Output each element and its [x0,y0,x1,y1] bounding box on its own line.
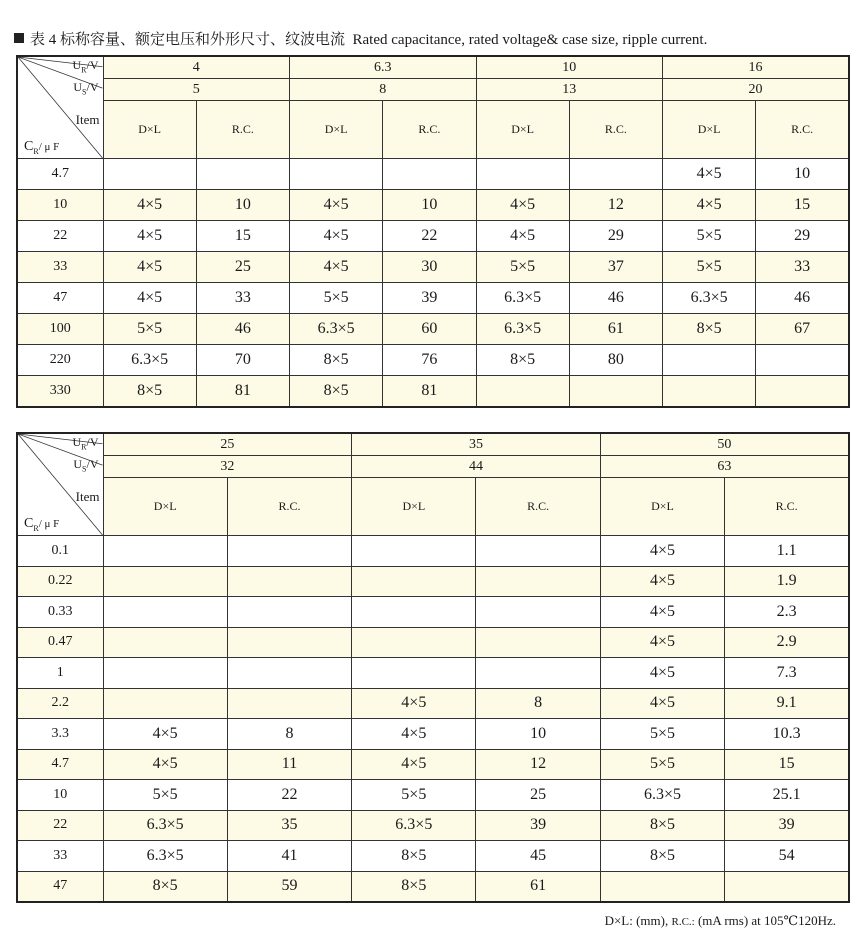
surge-voltage-row [17,456,849,478]
case-size-cell: 6.3×5 [103,810,227,841]
col-rc: R.C. [756,101,849,159]
case-size-cell: 5×5 [352,780,476,811]
case-size-cell: 8×5 [290,345,383,376]
ripple-current-cell: 15 [196,221,289,252]
ripple-current-cell: 2.3 [725,597,849,628]
ripple-current-cell: 59 [227,871,351,902]
case-size-cell: 4×5 [103,190,196,221]
case-size-cell [352,566,476,597]
case-size-cell: 4×5 [352,688,476,719]
ripple-current-cell: 9.1 [725,688,849,719]
table-row [17,597,849,628]
case-size-cell [103,688,227,719]
us-value: 13 [476,79,663,101]
capacitance-cell: 220 [17,345,103,376]
item-header-row [17,101,849,159]
ripple-current-cell: 11 [227,749,351,780]
ripple-current-cell [569,376,662,408]
ripple-current-cell: 67 [756,314,849,345]
ripple-current-cell: 1.9 [725,566,849,597]
ripple-current-cell: 10 [756,159,849,190]
col-rc: R.C. [227,478,351,536]
col-dl: D×L [600,478,724,536]
case-size-cell: 6.3×5 [103,841,227,872]
ripple-current-cell: 46 [756,283,849,314]
ripple-current-cell: 22 [383,221,476,252]
ripple-current-cell: 29 [569,221,662,252]
case-size-cell: 4×5 [290,190,383,221]
ripple-current-cell: 15 [756,190,849,221]
case-size-cell [352,597,476,628]
table-title [14,30,707,50]
ripple-current-cell: 46 [569,283,662,314]
case-size-cell [103,566,227,597]
item-label: Item [75,112,100,127]
table-row [17,536,849,567]
capacitance-cell: 47 [17,871,103,902]
case-size-cell [352,658,476,689]
footnote-dl: D×L: (mm), [604,913,669,928]
case-size-cell [103,658,227,689]
cr-label: $C_R/$ μ F [24,139,60,156]
col-dl: D×L [103,101,196,159]
case-size-cell: 8×5 [352,871,476,902]
table-row [17,658,849,689]
case-size-cell: 6.3×5 [352,810,476,841]
ripple-current-cell: 33 [756,252,849,283]
ripple-current-cell: 10.3 [725,719,849,750]
case-size-cell: 5×5 [103,314,196,345]
cr-label: $C_R/$ μ F [24,516,60,533]
ripple-current-cell [476,597,600,628]
case-size-cell [476,376,569,408]
us-label: $U_S/V$ [73,457,99,474]
table-row [17,871,849,902]
capacitance-cell: 2.2 [17,688,103,719]
ripple-current-cell: 33 [196,283,289,314]
ur-value: 35 [352,433,601,456]
us-label: $U_S/V$ [73,80,99,97]
ripple-current-cell: 29 [756,221,849,252]
item-header-row [17,478,849,536]
us-value: 8 [290,79,477,101]
table-row [17,566,849,597]
case-size-cell: 5×5 [600,719,724,750]
us-value: 63 [600,456,849,478]
case-size-cell: 4×5 [663,159,756,190]
ripple-current-cell [227,658,351,689]
capacitance-cell: 10 [17,190,103,221]
rating-table-2 [16,432,850,903]
case-size-cell: 8×5 [663,314,756,345]
ripple-current-cell: 8 [476,688,600,719]
table-row [17,221,849,252]
case-size-cell: 4×5 [600,627,724,658]
case-size-cell: 8×5 [476,345,569,376]
capacitance-cell: 330 [17,376,103,408]
ripple-current-cell [227,627,351,658]
case-size-cell: 8×5 [103,871,227,902]
col-dl: D×L [476,101,569,159]
capacitance-cell: 4.7 [17,159,103,190]
ripple-current-cell [196,159,289,190]
units-footnote [605,913,836,929]
rated-voltage-row [17,433,849,456]
ripple-current-cell: 39 [383,283,476,314]
us-value: 44 [352,456,601,478]
ripple-current-cell: 39 [476,810,600,841]
table-row [17,376,849,408]
col-dl: D×L [103,478,227,536]
table-row [17,283,849,314]
ripple-current-cell: 12 [476,749,600,780]
footnote-rc: R.C.: [671,916,695,928]
ripple-current-cell: 8 [227,719,351,750]
rated-voltage-row [17,56,849,79]
rating-table-1 [16,55,850,408]
case-size-cell: 4×5 [103,221,196,252]
capacitance-cell: 0.47 [17,627,103,658]
ripple-current-cell: 1.1 [725,536,849,567]
case-size-cell [290,159,383,190]
case-size-cell: 4×5 [290,221,383,252]
case-size-cell: 8×5 [103,376,196,408]
case-size-cell: 4×5 [600,536,724,567]
capacitance-cell: 0.1 [17,536,103,567]
ur-value: 10 [476,56,663,79]
col-dl: D×L [663,101,756,159]
table-row [17,314,849,345]
ripple-current-cell: 15 [725,749,849,780]
case-size-cell: 8×5 [352,841,476,872]
ripple-current-cell [725,871,849,902]
case-size-cell: 6.3×5 [290,314,383,345]
table-row [17,159,849,190]
ripple-current-cell: 2.9 [725,627,849,658]
ripple-current-cell [227,536,351,567]
ripple-current-cell: 81 [196,376,289,408]
case-size-cell: 6.3×5 [600,780,724,811]
ripple-current-cell: 45 [476,841,600,872]
case-size-cell: 8×5 [600,841,724,872]
case-size-cell: 5×5 [663,221,756,252]
case-size-cell: 4×5 [600,566,724,597]
capacitance-cell: 0.33 [17,597,103,628]
ripple-current-cell: 54 [725,841,849,872]
ripple-current-cell [756,345,849,376]
ripple-current-cell: 81 [383,376,476,408]
col-rc: R.C. [725,478,849,536]
case-size-cell [663,345,756,376]
case-size-cell: 4×5 [600,597,724,628]
case-size-cell [103,597,227,628]
ur-label: $U_R/V$ [72,58,99,75]
col-rc: R.C. [476,478,600,536]
ripple-current-cell [476,627,600,658]
table-row [17,841,849,872]
ripple-current-cell: 25 [196,252,289,283]
table-row [17,810,849,841]
case-size-cell: 4×5 [103,283,196,314]
case-size-cell: 4×5 [600,688,724,719]
case-size-cell [103,536,227,567]
ur-value: 4 [103,56,290,79]
case-size-cell: 4×5 [103,749,227,780]
title-chinese: 表 4 标称容量、额定电压和外形尺寸、纹波电流 [30,32,346,48]
ripple-current-cell: 80 [569,345,662,376]
ripple-current-cell: 10 [383,190,476,221]
capacitance-cell: 0.22 [17,566,103,597]
surge-voltage-row [17,79,849,101]
ur-value: 16 [663,56,850,79]
table-row [17,780,849,811]
case-size-cell: 5×5 [663,252,756,283]
ripple-current-cell [756,376,849,408]
ripple-current-cell: 76 [383,345,476,376]
case-size-cell: 4×5 [476,190,569,221]
capacitance-cell: 22 [17,221,103,252]
case-size-cell [663,376,756,408]
case-size-cell: 8×5 [600,810,724,841]
ripple-current-cell: 25 [476,780,600,811]
case-size-cell: 6.3×5 [103,345,196,376]
ripple-current-cell: 12 [569,190,662,221]
ripple-current-cell [569,159,662,190]
us-value: 20 [663,79,850,101]
ripple-current-cell [476,566,600,597]
title-english: Rated capacitance, rated voltage& case size, ripple current. [352,32,708,48]
case-size-cell: 4×5 [663,190,756,221]
case-size-cell: 5×5 [290,283,383,314]
ripple-current-cell: 10 [476,719,600,750]
case-size-cell: 4×5 [352,719,476,750]
ripple-current-cell [227,688,351,719]
footnote-rest: (mA rms) at 105℃120Hz. [697,913,836,928]
ripple-current-cell: 30 [383,252,476,283]
square-bullet-icon [14,33,24,43]
case-size-cell [103,159,196,190]
ur-value: 6.3 [290,56,477,79]
ur-value: 50 [600,433,849,456]
capacitance-cell: 100 [17,314,103,345]
ripple-current-cell [227,566,351,597]
ripple-current-cell: 60 [383,314,476,345]
capacitance-cell: 22 [17,810,103,841]
ripple-current-cell [227,597,351,628]
item-label: Item [75,489,100,504]
ripple-current-cell [383,159,476,190]
col-rc: R.C. [196,101,289,159]
capacitance-cell: 47 [17,283,103,314]
ripple-current-cell: 39 [725,810,849,841]
us-value: 5 [103,79,290,101]
corner-header-cell [17,56,103,159]
case-size-cell: 4×5 [290,252,383,283]
table-row [17,749,849,780]
ripple-current-cell: 46 [196,314,289,345]
case-size-cell: 6.3×5 [663,283,756,314]
table-row [17,627,849,658]
case-size-cell: 4×5 [103,252,196,283]
capacitance-cell: 4.7 [17,749,103,780]
case-size-cell [476,159,569,190]
ripple-current-cell: 10 [196,190,289,221]
col-dl: D×L [290,101,383,159]
ripple-current-cell: 61 [476,871,600,902]
col-rc: R.C. [569,101,662,159]
case-size-cell: 8×5 [290,376,383,408]
us-value: 32 [103,456,352,478]
ripple-current-cell: 22 [227,780,351,811]
ripple-current-cell: 61 [569,314,662,345]
case-size-cell [600,871,724,902]
ripple-current-cell: 70 [196,345,289,376]
table-row [17,719,849,750]
table-2-body [17,536,849,903]
table-row [17,688,849,719]
col-rc: R.C. [383,101,476,159]
case-size-cell: 5×5 [600,749,724,780]
case-size-cell [103,627,227,658]
table-row [17,345,849,376]
ur-label: $U_R/V$ [72,435,99,452]
case-size-cell: 6.3×5 [476,283,569,314]
ur-value: 25 [103,433,352,456]
table-1-body [17,159,849,408]
ripple-current-cell: 25.1 [725,780,849,811]
capacitance-cell: 10 [17,780,103,811]
case-size-cell: 4×5 [476,221,569,252]
case-size-cell: 4×5 [600,658,724,689]
table-row [17,252,849,283]
capacitance-cell: 3.3 [17,719,103,750]
ripple-current-cell: 7.3 [725,658,849,689]
case-size-cell: 4×5 [103,719,227,750]
capacitance-cell: 33 [17,252,103,283]
col-dl: D×L [352,478,476,536]
ripple-current-cell [476,536,600,567]
table-row [17,190,849,221]
ripple-current-cell: 37 [569,252,662,283]
case-size-cell: 5×5 [476,252,569,283]
ripple-current-cell: 41 [227,841,351,872]
case-size-cell: 5×5 [103,780,227,811]
case-size-cell [352,627,476,658]
ripple-current-cell: 35 [227,810,351,841]
ripple-current-cell [476,658,600,689]
case-size-cell: 6.3×5 [476,314,569,345]
capacitance-cell: 1 [17,658,103,689]
case-size-cell [352,536,476,567]
corner-header-cell [17,433,103,536]
capacitance-cell: 33 [17,841,103,872]
case-size-cell: 4×5 [352,749,476,780]
